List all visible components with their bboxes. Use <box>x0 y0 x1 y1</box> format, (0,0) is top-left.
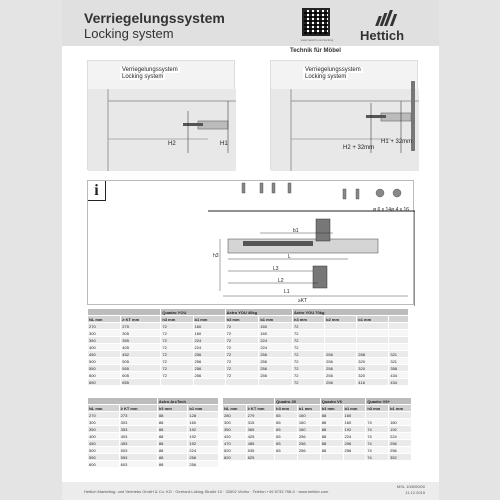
table-cell: 72 <box>225 358 259 365</box>
table-cell: 72 <box>293 351 325 358</box>
table2-col: b1 mm <box>188 405 219 412</box>
table-cell: 450 <box>88 351 121 358</box>
table-cell: 820 <box>223 454 247 461</box>
table-cell <box>357 344 389 351</box>
table-cell: 72 <box>161 365 193 372</box>
table-row <box>88 379 409 386</box>
table3-col: b1 mm <box>389 405 412 412</box>
table-cell: 74 <box>366 440 389 447</box>
table-cell: 650 <box>88 379 121 386</box>
table3-col: ≥ KT mm <box>246 405 275 412</box>
table-cell: 65 <box>275 433 298 440</box>
table-row <box>88 447 219 454</box>
table-cell: 72 <box>293 358 325 365</box>
table-cell: 425 <box>246 433 275 440</box>
table1-col: b1 mm <box>357 316 389 323</box>
table-cell: 470 <box>223 440 247 447</box>
table-cell: 88 <box>157 461 188 468</box>
table-cell: 256 <box>193 358 225 365</box>
table-cell: 72 <box>161 358 193 365</box>
table-cell: 65 <box>275 419 298 426</box>
table-cell: 72 <box>225 323 259 330</box>
table-cell: 88 <box>320 447 343 454</box>
table-cell: 503 <box>119 447 157 454</box>
table1-col: h3 mm <box>293 316 325 323</box>
figure-left-label-de: Verriegelungssystem <box>122 67 178 73</box>
table-cell: 275 <box>121 323 161 330</box>
table-cell: 65 <box>275 412 298 419</box>
table-cell: 88 <box>320 440 343 447</box>
table-cell: 72 <box>161 372 193 379</box>
table-cell: 453 <box>119 440 157 447</box>
table-cell: 65 <box>275 426 298 433</box>
table-cell: 224 <box>259 337 293 344</box>
table1-col: h3 mm <box>161 316 193 323</box>
table2-col: NL mm <box>88 405 120 412</box>
table-cell: 434 <box>389 379 409 386</box>
table-row <box>223 454 412 461</box>
table-row <box>88 351 409 358</box>
table-cell: 72 <box>225 344 259 351</box>
table-cell <box>325 337 357 344</box>
table-cell: 320 <box>357 372 389 379</box>
brand-name: Hettich <box>360 28 405 43</box>
info-icon: i <box>88 181 106 201</box>
document-page <box>62 0 439 500</box>
table-cell: 300 <box>88 419 120 426</box>
table-cell <box>161 379 193 386</box>
table-cell: 88 <box>157 440 188 447</box>
table-cell: 256 <box>193 351 225 358</box>
table-cell: 452 <box>121 351 161 358</box>
table-row <box>88 358 409 365</box>
table-cell <box>259 379 293 386</box>
table-cell: 192 <box>188 426 219 433</box>
table-cell: 315 <box>246 419 275 426</box>
table-cell: 555 <box>121 365 161 372</box>
table-cell <box>389 330 409 337</box>
table-cell: 256 <box>188 461 219 468</box>
table-cell: 72 <box>161 344 193 351</box>
table-cell: 88 <box>157 419 188 426</box>
table-cell: 273 <box>119 412 157 419</box>
title-english: Locking system <box>84 26 174 41</box>
table-quadro-25-v6 <box>222 397 412 461</box>
table-cell: 400 <box>88 344 121 351</box>
table-cell <box>297 454 320 461</box>
table-row <box>88 372 409 379</box>
table-cell <box>325 323 357 330</box>
table-row <box>223 447 412 454</box>
table-row <box>223 419 412 426</box>
table-cell: 160 <box>297 419 320 426</box>
table-cell: 256 <box>297 447 320 454</box>
dim-l: L <box>288 254 291 260</box>
table-cell: 350 <box>88 337 121 344</box>
table-cell: 72 <box>161 330 193 337</box>
table-cell: 256 <box>325 372 357 379</box>
table-cell: 355 <box>121 337 161 344</box>
table-cell: 192 <box>188 440 219 447</box>
table-cell: 192 <box>343 426 366 433</box>
table3-col: b1 mm <box>343 405 366 412</box>
table-cell: 88 <box>157 426 188 433</box>
table-cell: 400 <box>88 433 120 440</box>
table3-group-blank <box>223 398 275 405</box>
table-row <box>88 330 409 337</box>
table-cell: 256 <box>259 351 293 358</box>
table-cell: 72 <box>293 323 325 330</box>
table-cell: 353 <box>119 426 157 433</box>
table-cell: 321 <box>389 358 409 365</box>
table-cell <box>325 344 357 351</box>
table-cell: 72 <box>293 372 325 379</box>
table-cell: 74 <box>366 433 389 440</box>
table-cell: 224 <box>193 337 225 344</box>
table-cell: 256 <box>389 440 412 447</box>
table-cell: 256 <box>259 358 293 365</box>
table-cell: 88 <box>157 454 188 461</box>
table2-group-actro-arctech: Actro ArcTech <box>157 398 218 405</box>
table-cell: 485 <box>246 440 275 447</box>
figure-locking-left <box>87 60 235 170</box>
table-row <box>88 412 219 419</box>
table-cell: 256 <box>193 372 225 379</box>
table-cell: 72 <box>293 330 325 337</box>
table-cell: 825 <box>246 454 275 461</box>
dim-h3: h3 <box>213 253 219 259</box>
table-cell: 74 <box>366 447 389 454</box>
table2-group-blank <box>88 398 158 405</box>
table-cell: 321 <box>389 351 409 358</box>
table-cell: 520 <box>223 447 247 454</box>
table-row <box>88 344 409 351</box>
table-cell: 553 <box>119 454 157 461</box>
table-cell: 550 <box>88 365 121 372</box>
table-cell: 72 <box>293 344 325 351</box>
table-cell: 72 <box>161 337 193 344</box>
table-cell <box>389 323 409 330</box>
table-cell: 74 <box>366 419 389 426</box>
table1-group-actro-you-70: Actro YOU 70kg <box>293 309 409 316</box>
page-header <box>62 0 439 46</box>
table-cell: 224 <box>343 433 366 440</box>
table-cell: 358 <box>389 365 409 372</box>
table-cell: 88 <box>320 426 343 433</box>
table-cell: 72 <box>161 351 193 358</box>
table3-group-quadro-v6: Quadro V6 <box>320 398 366 405</box>
dim-l1: L1 <box>284 289 290 295</box>
table-cell <box>325 330 357 337</box>
table-cell: 74 <box>366 426 389 433</box>
hettich-logo-icon <box>375 10 397 26</box>
table-cell: 256 <box>325 379 357 386</box>
table1-group-quadro-you: Quadro YOU <box>161 309 225 316</box>
table-cell: 280 <box>223 412 247 419</box>
table-cell: 74 <box>366 454 389 461</box>
table-cell: 88 <box>320 419 343 426</box>
table-cell <box>275 454 298 461</box>
table-cell: 88 <box>157 412 188 419</box>
table-cell: 279 <box>246 412 275 419</box>
table-cell <box>366 412 389 419</box>
qr-caption: www.hettich.com/locking <box>300 38 334 42</box>
table-cell: 434 <box>389 372 409 379</box>
table-row <box>88 365 409 372</box>
table-cell <box>389 337 409 344</box>
table-cell: 256 <box>325 358 357 365</box>
table-cell <box>357 330 389 337</box>
table-cell: 160 <box>259 323 293 330</box>
table-cell: 256 <box>325 365 357 372</box>
table-cell: 270 <box>88 412 120 419</box>
qr-code-icon[interactable] <box>302 8 330 36</box>
table-row <box>223 426 412 433</box>
dimension-h1: H1 <box>220 141 228 147</box>
table-cell: 256 <box>343 440 366 447</box>
table2-body <box>88 412 219 468</box>
table-cell: 403 <box>119 433 157 440</box>
table1-col: b1 mm <box>193 316 225 323</box>
table-cell: 160 <box>193 330 225 337</box>
table-cell: 505 <box>121 358 161 365</box>
table-row <box>223 412 412 419</box>
table-cell: 192 <box>188 433 219 440</box>
table-row <box>88 323 409 330</box>
table-cell: 192 <box>389 426 412 433</box>
brand-tagline: Technik für Möbel <box>290 48 341 54</box>
table-cell <box>389 412 412 419</box>
table-cell <box>225 379 259 386</box>
table-cell: 256 <box>188 454 219 461</box>
table-cell: 72 <box>225 337 259 344</box>
table-cell: 256 <box>343 447 366 454</box>
table-row <box>88 337 409 344</box>
table-cell: 160 <box>193 323 225 330</box>
title-german: Verriegelungssystem <box>84 10 225 26</box>
table-cell: 256 <box>193 365 225 372</box>
figure-locking-right <box>270 60 418 170</box>
table3-group-quadro-25: Quadro 25 <box>275 398 321 405</box>
dimension-h1-plus: H1 + 32mm <box>381 139 413 145</box>
table-cell: 65 <box>275 440 298 447</box>
table-cell: 600 <box>88 372 121 379</box>
dim-b1: b1 <box>293 228 299 234</box>
table-cell: 300 <box>88 330 121 337</box>
table-cell: 256 <box>325 351 357 358</box>
table-cell: 72 <box>225 330 259 337</box>
table3-col: b1 mm <box>297 405 320 412</box>
table-cell: 303 <box>119 419 157 426</box>
table-actro-arctech <box>87 397 219 468</box>
table-cell: 500 <box>88 447 120 454</box>
table-row <box>223 440 412 447</box>
table-cell: 305 <box>121 330 161 337</box>
table-cell: 88 <box>157 447 188 454</box>
table-row <box>223 433 412 440</box>
table-cell <box>357 337 389 344</box>
table-row <box>88 426 219 433</box>
table3-group-quadro-v6-plus: Quadro V6+ <box>366 398 412 405</box>
table-cell: 256 <box>259 365 293 372</box>
dim-kt: ≥KT <box>298 298 308 304</box>
table3-col: h3 mm <box>275 405 298 412</box>
table-cell: 72 <box>225 365 259 372</box>
dimension-h2: H2 <box>168 141 176 147</box>
table-cell <box>320 454 343 461</box>
table1-col: ≥ KT mm <box>121 316 161 323</box>
table3-body <box>223 412 412 461</box>
table2-col: ≥ KT mm <box>119 405 157 412</box>
table-cell: 160 <box>259 330 293 337</box>
screw-label-4x16: ø 4 x 16 <box>391 207 410 213</box>
figure-left-label-en: Locking system <box>122 74 164 80</box>
table-cell: 300 <box>223 419 247 426</box>
table-cell: 655 <box>121 379 161 386</box>
table-cell <box>389 344 409 351</box>
table-cell: 365 <box>246 426 275 433</box>
table-cell: 350 <box>223 426 247 433</box>
table3-col: h3 mm <box>366 405 389 412</box>
table-cell: 65 <box>275 447 298 454</box>
table-cell: 160 <box>297 412 320 419</box>
table-cell: 500 <box>88 358 121 365</box>
table-row <box>88 461 219 468</box>
table-cell: 72 <box>225 351 259 358</box>
table-cell: 350 <box>88 426 120 433</box>
table1-col: h3 mm <box>225 316 259 323</box>
table-cell <box>357 323 389 330</box>
table-cell: 72 <box>161 323 193 330</box>
table-cell: 160 <box>389 419 412 426</box>
dimension-h2-plus: H2 + 32mm <box>343 145 375 151</box>
table-cell: 224 <box>193 344 225 351</box>
footer-address: Hettich Marketing- und Vertriebs GmbH & Co. KG · Gerhard-Lüking-Straße 10 · 32602 Vlotho · Telefon +49 5733 798-0 · www.hettich.com <box>84 489 329 494</box>
table-cell <box>343 454 366 461</box>
table-row <box>88 419 219 426</box>
table1-col: NL mm <box>88 316 121 323</box>
document-id: MSL 10/8/00/00 <box>396 484 425 489</box>
table-cell: 416 <box>357 379 389 386</box>
table-cell: 288 <box>357 351 389 358</box>
table-cell: 72 <box>225 372 259 379</box>
table-cell: 160 <box>188 419 219 426</box>
page-footer <box>62 482 439 500</box>
table-row <box>88 433 219 440</box>
table-row <box>88 454 219 461</box>
table-cell: 256 <box>259 372 293 379</box>
table-cell: 72 <box>293 337 325 344</box>
installation-diagram <box>88 181 415 306</box>
table-cell: 224 <box>259 344 293 351</box>
table-cell: 160 <box>343 419 366 426</box>
table-cell: 72 <box>293 365 325 372</box>
table-cell: 405 <box>121 344 161 351</box>
table1-col: b2 mm <box>325 316 357 323</box>
table-cell: 320 <box>357 358 389 365</box>
table1-body <box>88 323 409 386</box>
table-cell: 224 <box>188 447 219 454</box>
table-cell: 160 <box>343 412 366 419</box>
document-date: 11.12.2015 <box>405 490 425 495</box>
table-quadro-actro-you <box>87 308 409 386</box>
figure-right-label-de: Verriegelungssystem <box>305 67 361 73</box>
figure-right-label-en: Locking system <box>305 74 347 80</box>
table-cell: 320 <box>357 365 389 372</box>
table-cell: 224 <box>389 433 412 440</box>
table2-col: h3 mm <box>157 405 188 412</box>
table-row <box>88 440 219 447</box>
table3-col: NL mm <box>223 405 247 412</box>
table-cell: 605 <box>121 372 161 379</box>
table1-group-actro-you-40: Actro YOU 40kg <box>225 309 292 316</box>
table-cell <box>193 379 225 386</box>
table-cell: 88 <box>320 412 343 419</box>
table1-col: b1 mm <box>259 316 293 323</box>
table-cell: 88 <box>157 433 188 440</box>
table-cell: 256 <box>297 433 320 440</box>
table-cell: 450 <box>88 440 120 447</box>
table-cell: 535 <box>246 447 275 454</box>
table-cell: 603 <box>119 461 157 468</box>
table-cell: 550 <box>88 454 120 461</box>
table-cell: 420 <box>223 433 247 440</box>
table-cell: 270 <box>88 323 121 330</box>
table-cell: 88 <box>320 433 343 440</box>
table-cell: 128 <box>188 412 219 419</box>
screw-label-6x14: ø 6 x 14 <box>373 207 392 213</box>
dim-l2: L2 <box>278 278 284 284</box>
table-cell: 160 <box>297 426 320 433</box>
table-cell: 72 <box>293 379 325 386</box>
table-cell: 256 <box>297 440 320 447</box>
installation-info-box <box>87 180 414 305</box>
table3-col: h3 mm <box>320 405 343 412</box>
table1-group-blank <box>88 309 161 316</box>
table-cell: 352 <box>389 454 412 461</box>
table1-col-extra <box>389 316 409 323</box>
dim-l3: L3 <box>273 266 279 272</box>
table-cell: 256 <box>389 447 412 454</box>
table-cell: 600 <box>88 461 120 468</box>
